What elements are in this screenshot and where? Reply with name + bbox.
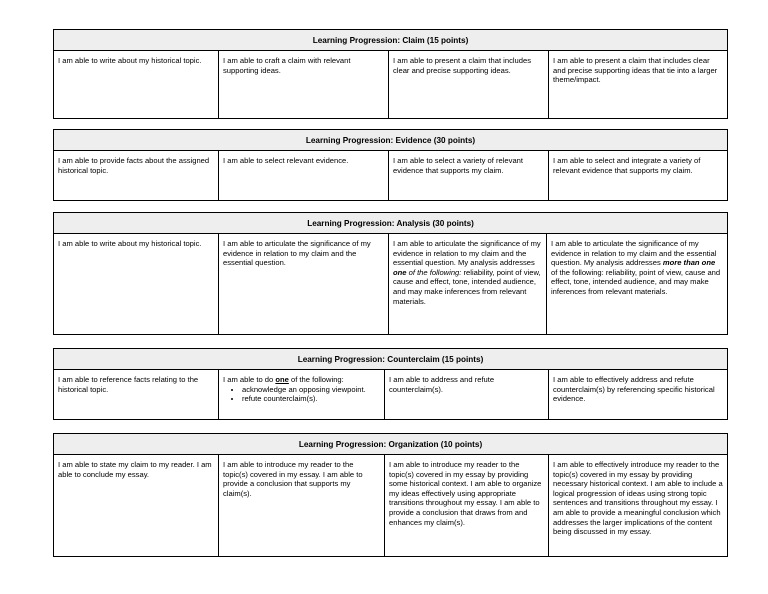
- evidence-table: [53, 129, 728, 201]
- claim-table: [53, 29, 728, 119]
- counterclaim-level-1: I am able to reference facts relating to the historical topic.: [54, 370, 219, 420]
- evidence-level-3: I am able to select a variety of relevant evidence that supports my claim.: [389, 151, 549, 201]
- counterclaim-table: [53, 348, 728, 420]
- list-item: • refute counterclaim(s).: [242, 394, 380, 404]
- emphasis-more-than-one: more than one: [662, 258, 716, 268]
- claim-level-2: I am able to craft a claim with relevant supporting ideas.: [219, 51, 389, 119]
- counterclaim-level-4: I am able to effectively address and refute counterclaim(s) by referencing specific historical evidence.: [549, 370, 728, 420]
- organization-table: [53, 433, 728, 557]
- evidence-level-4: I am able to select and integrate a variety of relevant evidence that supports my claim.: [549, 151, 728, 201]
- analysis-title: Learning Progression: Analysis (30 points): [54, 213, 728, 234]
- claim-title: Learning Progression: Claim (15 points): [54, 30, 728, 51]
- analysis-level-4: I am able to articulate the significance of my evidence in relation to my claim and the essential question. My analysis addresses more than one of the following: reliability, point of view, cause and effect, tone, intended audience, and may make inferences from relevant materials.: [547, 234, 728, 335]
- organization-level-3: I am able to introduce my reader to the topic(s) covered in my essay by providing some historical context. I am able to organize my ideas effectively using appropriate transitions throughout my essay. I am able to provide a conclusion that draws from and enhances my claim(s).: [385, 455, 549, 557]
- organization-level-4: I am able to effectively introduce my reader to the topic(s) covered in my essay by providing necessary historical context. I am able to include a logical progression of ideas using strong topic sentences and transitions throughout my essay. I am able to provide a meaningful conclusion which addresses the larger implications of the content being discussed in my essay.: [549, 455, 728, 557]
- analysis-level-2: I am able to articulate the significance of my evidence in relation to my claim and the essential question.: [219, 234, 389, 335]
- organization-level-2: I am able to introduce my reader to the topic(s) covered in my essay. I am able to provide a conclusion that supports my claim(s).: [219, 455, 385, 557]
- evidence-level-2: I am able to select relevant evidence.: [219, 151, 389, 201]
- claim-level-4: I am able to present a claim that includes clear and precise supporting ideas that tie into a larger theme/impact.: [549, 51, 728, 119]
- emphasis-one: one: [275, 375, 289, 384]
- evidence-title: Learning Progression: Evidence (30 points): [54, 130, 728, 151]
- counterclaim-level-3: I am able to address and refute counterclaim(s).: [385, 370, 549, 420]
- analysis-table: [53, 212, 728, 335]
- claim-level-3: I am able to present a claim that includes clear and precise supporting ideas.: [389, 51, 549, 119]
- organization-title: Learning Progression: Organization (10 points): [54, 434, 728, 455]
- analysis-level-3: I am able to articulate the significance of my evidence in relation to my claim and the essential question. My analysis addresses one of the following: reliability, point of view, cause and effect, tone, intended audience, and may make inferences from relevant materials.: [389, 234, 547, 335]
- counterclaim-level-2: I am able to do one of the following: • acknowledge an opposing viewpoint. • refute counterclaim(s).: [219, 370, 385, 420]
- evidence-level-1: I am able to provide facts about the assigned historical topic.: [54, 151, 219, 201]
- claim-level-1: I am able to write about my historical topic.: [54, 51, 219, 119]
- list-item: • acknowledge an opposing viewpoint.: [242, 385, 380, 395]
- counterclaim-title: Learning Progression: Counterclaim (15 points): [54, 349, 728, 370]
- emphasis-one: one: [393, 267, 407, 277]
- counterclaim-options-list: [223, 385, 380, 404]
- organization-level-1: I am able to state my claim to my reader. I am able to conclude my essay.: [54, 455, 219, 557]
- analysis-level-1: I am able to write about my historical topic.: [54, 234, 219, 335]
